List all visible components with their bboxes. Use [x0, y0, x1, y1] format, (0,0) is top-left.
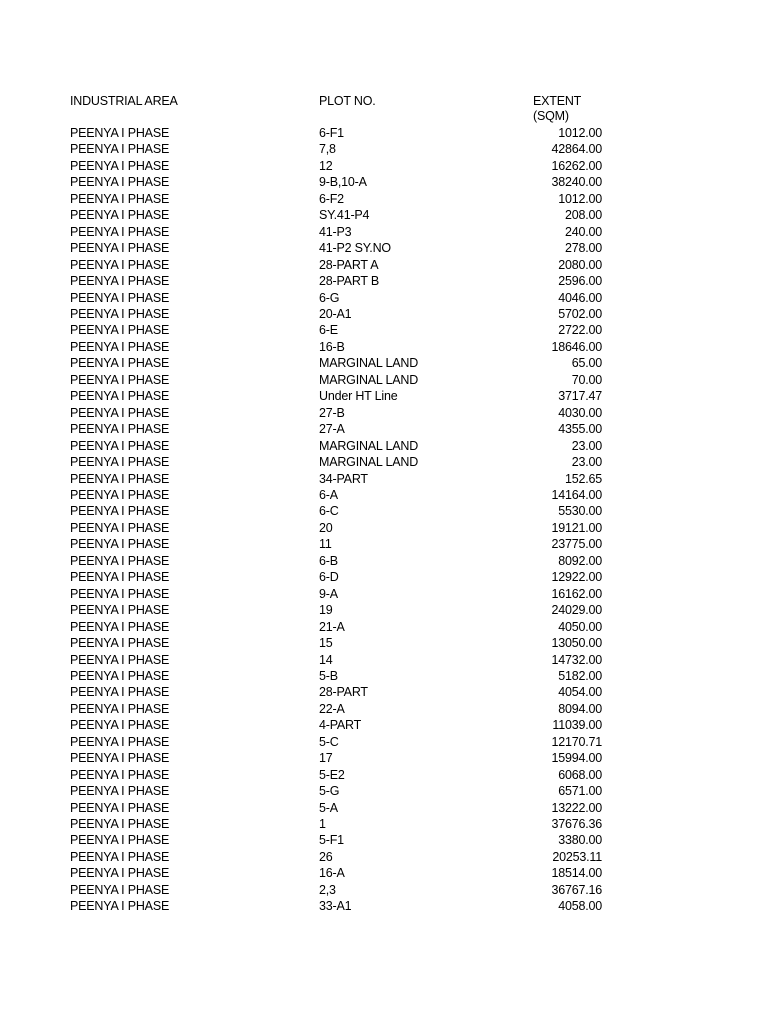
- cell-plot-no: 28-PART: [319, 685, 368, 700]
- cell-plot-no: 16-A: [319, 866, 345, 881]
- cell-plot-no: 21-A: [319, 619, 345, 634]
- cell-plot-no: 5-B: [319, 668, 338, 683]
- table-row: [70, 355, 602, 371]
- table-row: [70, 602, 602, 618]
- cell-extent: 70.00: [571, 372, 602, 387]
- table-row: [70, 421, 602, 437]
- cell-plot-no: 9-B,10-A: [319, 175, 367, 190]
- cell-extent: 12170.71: [551, 734, 602, 749]
- cell-plot-no: 6-C: [319, 504, 339, 519]
- cell-plot-no: MARGINAL LAND: [319, 455, 419, 470]
- cell-extent: 4355.00: [558, 422, 602, 437]
- cell-industrial-area: PEENYA I PHASE: [70, 636, 170, 651]
- table-row: [70, 734, 602, 750]
- cell-industrial-area: PEENYA I PHASE: [70, 866, 170, 881]
- table-row: [70, 191, 602, 207]
- table-row: [70, 816, 602, 832]
- cell-extent: 15994.00: [551, 751, 602, 766]
- cell-plot-no: 26: [319, 849, 333, 864]
- table-row: [70, 865, 602, 881]
- table-row: [70, 569, 602, 585]
- cell-extent: 4046.00: [558, 290, 602, 305]
- cell-extent: 4030.00: [558, 405, 602, 420]
- cell-plot-no: 20-A1: [319, 306, 352, 321]
- table-row: [70, 553, 602, 569]
- table-body: [70, 125, 602, 915]
- cell-industrial-area: PEENYA I PHASE: [70, 405, 170, 420]
- table-row: [70, 454, 602, 470]
- cell-plot-no: 12: [319, 158, 333, 173]
- cell-industrial-area: PEENYA I PHASE: [70, 586, 170, 601]
- table-row: [70, 832, 602, 848]
- cell-industrial-area: PEENYA I PHASE: [70, 800, 170, 815]
- cell-plot-no: 6-B: [319, 553, 338, 568]
- header-row: [70, 94, 602, 125]
- table-row: [70, 750, 602, 766]
- cell-extent: 23775.00: [551, 537, 602, 552]
- cell-industrial-area: PEENYA I PHASE: [70, 257, 170, 272]
- cell-extent: 5182.00: [558, 668, 602, 683]
- cell-industrial-area: PEENYA I PHASE: [70, 619, 170, 634]
- table-row: [70, 224, 602, 240]
- cell-extent: 1012.00: [558, 191, 602, 206]
- table-row: [70, 536, 602, 552]
- cell-industrial-area: PEENYA I PHASE: [70, 784, 170, 799]
- cell-plot-no: 28-PART A: [319, 257, 379, 272]
- cell-plot-no: 28-PART B: [319, 274, 380, 289]
- table-row: [70, 174, 602, 190]
- cell-extent: 20253.11: [552, 849, 602, 864]
- cell-industrial-area: PEENYA I PHASE: [70, 685, 170, 700]
- cell-industrial-area: PEENYA I PHASE: [70, 306, 170, 321]
- cell-plot-no: 16-B: [319, 339, 345, 354]
- cell-plot-no: 5-C: [319, 734, 339, 749]
- plot-extent-sheet: [70, 94, 610, 915]
- cell-plot-no: 34-PART: [319, 471, 368, 486]
- table-row: [70, 487, 602, 503]
- table-row: [70, 668, 602, 684]
- cell-industrial-area: PEENYA I PHASE: [70, 422, 170, 437]
- cell-extent: 23.00: [571, 438, 602, 453]
- cell-extent: 2080.00: [558, 257, 602, 272]
- cell-plot-no: 6-E: [319, 323, 338, 338]
- table-row: [70, 586, 602, 602]
- table-row: [70, 388, 602, 404]
- table-row: [70, 783, 602, 799]
- cell-extent: 16162.00: [551, 586, 602, 601]
- table-row: [70, 619, 602, 635]
- cell-industrial-area: PEENYA I PHASE: [70, 833, 170, 848]
- cell-industrial-area: PEENYA I PHASE: [70, 175, 170, 190]
- table-row: [70, 684, 602, 700]
- table-row: [70, 701, 602, 717]
- cell-extent: 8092.00: [558, 553, 602, 568]
- cell-extent: 4050.00: [558, 619, 602, 634]
- cell-industrial-area: PEENYA I PHASE: [70, 734, 170, 749]
- cell-extent: 2596.00: [558, 274, 602, 289]
- cell-plot-no: 11: [319, 537, 332, 552]
- cell-industrial-area: PEENYA I PHASE: [70, 290, 170, 305]
- header-extent: EXTENT (SQM): [533, 94, 581, 123]
- cell-industrial-area: PEENYA I PHASE: [70, 274, 170, 289]
- cell-extent: 18514.00: [551, 866, 602, 881]
- cell-industrial-area: PEENYA I PHASE: [70, 323, 170, 338]
- cell-plot-no: 5-A: [319, 800, 338, 815]
- cell-industrial-area: PEENYA I PHASE: [70, 520, 170, 535]
- cell-industrial-area: PEENYA I PHASE: [70, 668, 170, 683]
- cell-extent: 2722.00: [558, 323, 602, 338]
- cell-plot-no: 14: [319, 652, 333, 667]
- plot-extent-table: [70, 94, 602, 915]
- cell-plot-no: MARGINAL LAND: [319, 372, 419, 387]
- table-row: [70, 405, 602, 421]
- table-row: [70, 339, 602, 355]
- table-row: [70, 800, 602, 816]
- cell-extent: 278.00: [564, 241, 602, 256]
- cell-plot-no: 5-F1: [319, 833, 344, 848]
- table-row: [70, 849, 602, 865]
- cell-extent: 13050.00: [551, 636, 602, 651]
- cell-industrial-area: PEENYA I PHASE: [70, 487, 170, 502]
- cell-extent: 13222.00: [551, 800, 602, 815]
- table-header: [70, 94, 602, 125]
- cell-extent: 24029.00: [551, 603, 602, 618]
- cell-industrial-area: PEENYA I PHASE: [70, 438, 170, 453]
- cell-extent: 240.00: [564, 224, 602, 239]
- header-industrial-area: INDUSTRIAL AREA: [70, 94, 178, 108]
- cell-extent: 36767.16: [551, 882, 602, 897]
- cell-plot-no: SY.41-P4: [319, 208, 370, 223]
- cell-extent: 6068.00: [558, 767, 602, 782]
- cell-plot-no: 6-F1: [319, 126, 344, 140]
- cell-industrial-area: PEENYA I PHASE: [70, 570, 170, 585]
- cell-extent: 18646.00: [551, 339, 602, 354]
- cell-industrial-area: PEENYA I PHASE: [70, 241, 170, 256]
- cell-extent: 42864.00: [551, 142, 602, 157]
- cell-extent: 208.00: [564, 208, 602, 223]
- cell-industrial-area: PEENYA I PHASE: [70, 455, 170, 470]
- cell-plot-no: MARGINAL LAND: [319, 356, 419, 371]
- table-row: [70, 635, 602, 651]
- table-row: [70, 141, 602, 157]
- cell-plot-no: 5-E2: [319, 767, 345, 782]
- cell-extent: 152.65: [564, 471, 602, 486]
- cell-plot-no: 7,8: [319, 142, 336, 157]
- table-row: [70, 372, 602, 388]
- table-row: [70, 257, 602, 273]
- table-row: [70, 240, 602, 256]
- cell-industrial-area: PEENYA I PHASE: [70, 899, 170, 914]
- cell-plot-no: 41-P2 SY.NO: [319, 241, 391, 256]
- cell-plot-no: 9-A: [319, 586, 338, 601]
- table-row: [70, 273, 602, 289]
- cell-industrial-area: PEENYA I PHASE: [70, 603, 170, 618]
- cell-extent: 5530.00: [558, 504, 602, 519]
- cell-plot-no: Under HT Line: [319, 389, 398, 404]
- cell-plot-no: 6-F2: [319, 191, 344, 206]
- cell-extent: 3380.00: [558, 833, 602, 848]
- cell-plot-no: 2,3: [319, 882, 336, 897]
- cell-industrial-area: PEENYA I PHASE: [70, 817, 170, 832]
- cell-industrial-area: PEENYA I PHASE: [70, 356, 170, 371]
- cell-extent: 37676.36: [551, 817, 602, 832]
- cell-plot-no: 41-P3: [319, 224, 352, 239]
- table-row: [70, 207, 602, 223]
- cell-extent: 4054.00: [558, 685, 602, 700]
- cell-industrial-area: PEENYA I PHASE: [70, 504, 170, 519]
- cell-plot-no: 27-B: [319, 405, 345, 420]
- cell-plot-no: 15: [319, 636, 333, 651]
- cell-industrial-area: PEENYA I PHASE: [70, 882, 170, 897]
- cell-industrial-area: PEENYA I PHASE: [70, 208, 170, 223]
- cell-extent: 12922.00: [551, 570, 602, 585]
- table-row: [70, 471, 602, 487]
- cell-plot-no: 33-A1: [319, 899, 352, 914]
- table-row: [70, 503, 602, 519]
- cell-plot-no: 6-G: [319, 290, 340, 305]
- cell-plot-no: 27-A: [319, 422, 345, 437]
- cell-industrial-area: PEENYA I PHASE: [70, 767, 170, 782]
- cell-extent: 38240.00: [551, 175, 602, 190]
- cell-extent: 16262.00: [551, 158, 602, 173]
- cell-plot-no: 22-A: [319, 701, 345, 716]
- table-row: [70, 520, 602, 536]
- table-row: [70, 767, 602, 783]
- table-row: [70, 898, 602, 914]
- cell-industrial-area: PEENYA I PHASE: [70, 718, 170, 733]
- cell-plot-no: 19: [319, 603, 333, 618]
- cell-extent: 23.00: [571, 455, 602, 470]
- cell-industrial-area: PEENYA I PHASE: [70, 158, 170, 173]
- table-row: [70, 290, 602, 306]
- cell-industrial-area: PEENYA I PHASE: [70, 849, 170, 864]
- cell-industrial-area: PEENYA I PHASE: [70, 471, 170, 486]
- cell-extent: 14732.00: [551, 652, 602, 667]
- cell-extent: 6571.00: [558, 784, 602, 799]
- cell-plot-no: 6-D: [319, 570, 339, 585]
- table-row: [70, 158, 602, 174]
- cell-extent: 11039.00: [552, 718, 602, 733]
- cell-plot-no: 17: [319, 751, 333, 766]
- cell-plot-no: 6-A: [319, 487, 338, 502]
- table-row: [70, 652, 602, 668]
- cell-plot-no: 1: [319, 817, 326, 832]
- cell-industrial-area: PEENYA I PHASE: [70, 142, 170, 157]
- header-plot-no: PLOT NO.: [319, 94, 376, 108]
- cell-industrial-area: PEENYA I PHASE: [70, 126, 170, 140]
- cell-plot-no: 4-PART: [319, 718, 362, 733]
- cell-extent: 5702.00: [558, 306, 602, 321]
- table-row: [70, 717, 602, 733]
- cell-extent: 19121.00: [551, 520, 602, 535]
- cell-plot-no: 5-G: [319, 784, 340, 799]
- cell-extent: 65.00: [571, 356, 602, 371]
- cell-plot-no: MARGINAL LAND: [319, 438, 419, 453]
- cell-extent: 14164.00: [551, 487, 602, 502]
- cell-industrial-area: PEENYA I PHASE: [70, 224, 170, 239]
- cell-industrial-area: PEENYA I PHASE: [70, 652, 170, 667]
- cell-extent: 4058.00: [558, 899, 602, 914]
- table-row: [70, 322, 602, 338]
- cell-plot-no: 20: [319, 520, 333, 535]
- table-row: [70, 438, 602, 454]
- table-row: [70, 882, 602, 898]
- cell-industrial-area: PEENYA I PHASE: [70, 537, 170, 552]
- cell-industrial-area: PEENYA I PHASE: [70, 372, 170, 387]
- cell-industrial-area: PEENYA I PHASE: [70, 389, 170, 404]
- table-row: [70, 125, 602, 141]
- cell-industrial-area: PEENYA I PHASE: [70, 191, 170, 206]
- cell-industrial-area: PEENYA I PHASE: [70, 339, 170, 354]
- cell-industrial-area: PEENYA I PHASE: [70, 553, 170, 568]
- cell-industrial-area: PEENYA I PHASE: [70, 751, 170, 766]
- cell-industrial-area: PEENYA I PHASE: [70, 701, 170, 716]
- cell-extent: 3717.47: [558, 389, 602, 404]
- cell-extent: 8094.00: [558, 701, 602, 716]
- cell-extent: 1012.00: [558, 126, 602, 140]
- table-row: [70, 306, 602, 322]
